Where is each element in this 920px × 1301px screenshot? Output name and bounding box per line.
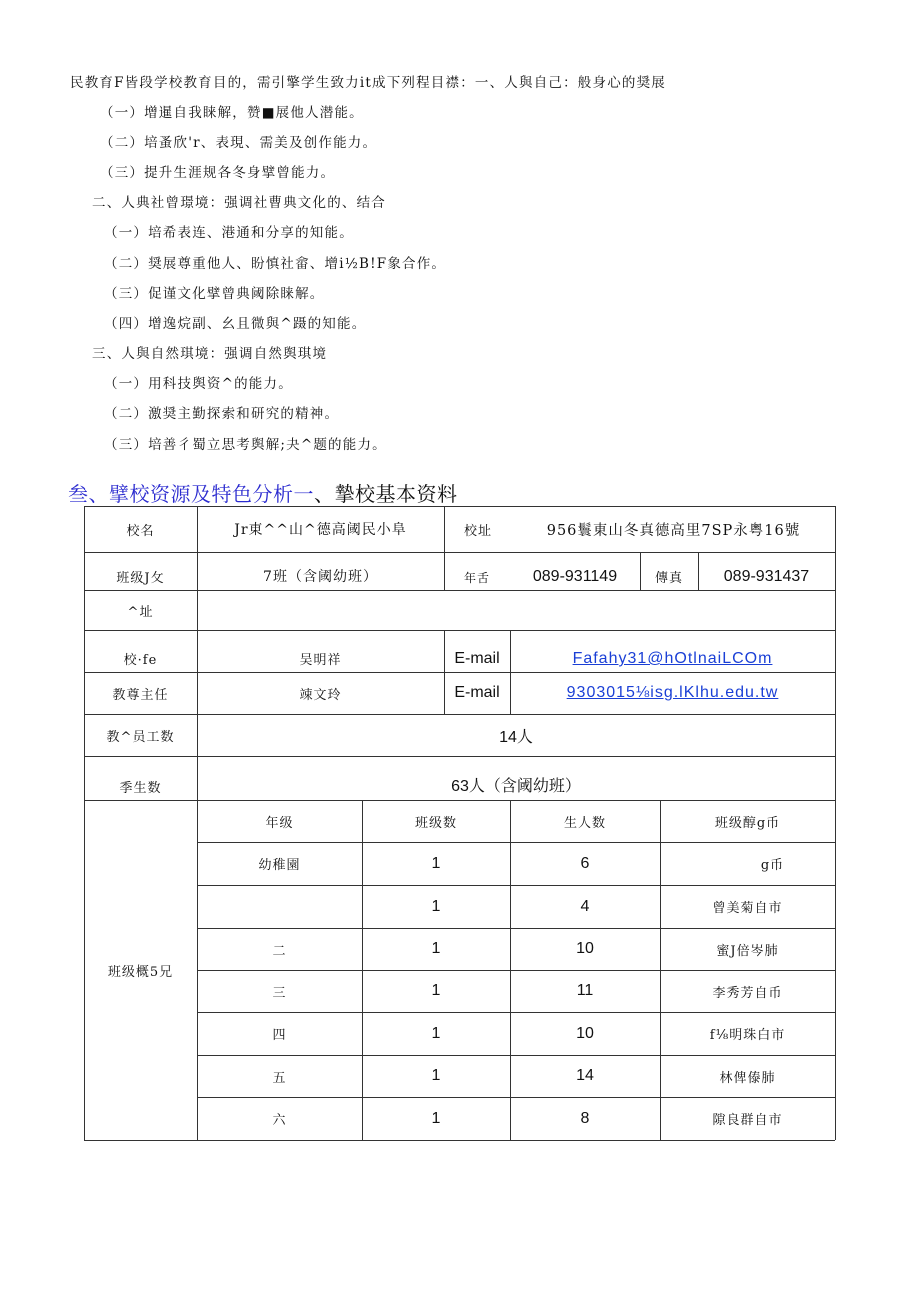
row-teacher: 蜜J倍岑肺 bbox=[716, 943, 779, 959]
section3-item: （二）激奨主勤探索和研究的精神。 bbox=[104, 406, 340, 422]
row-students: 10 bbox=[576, 1024, 594, 1042]
overview-header-classes: 班级数 bbox=[414, 815, 457, 831]
principal-label: 校·fe bbox=[123, 653, 158, 668]
row-classes: 1 bbox=[431, 940, 441, 957]
director-email-link[interactable]: 9303015⅛isg.lKlhu.edu.tw bbox=[566, 684, 779, 701]
principal-email-label: E-mail bbox=[454, 650, 500, 667]
section2-item: （一）培希表连、港通和分享的知能。 bbox=[104, 225, 354, 241]
overview-header-grade: 年级 bbox=[265, 815, 294, 831]
row-classes: 1 bbox=[431, 854, 441, 872]
row-students: 10 bbox=[576, 940, 594, 957]
row-classes: 1 bbox=[431, 1109, 441, 1127]
director-email-cell bbox=[510, 672, 835, 714]
fax-label: 傳真 bbox=[654, 571, 683, 586]
row-grade: 六 bbox=[272, 1113, 287, 1128]
heading-black-part: 、摯校基本资料 bbox=[314, 482, 458, 506]
section1-item: （三）提升生涯规各冬身擘曾能力。 bbox=[100, 165, 336, 181]
row-grade: 四 bbox=[272, 1028, 287, 1043]
principal-email-link[interactable]: Fafahy31@hOtlnaiLCOm bbox=[572, 650, 773, 667]
row-classes: 1 bbox=[431, 1067, 441, 1084]
row-students: 6 bbox=[580, 854, 590, 872]
address-label: 校址 bbox=[463, 523, 492, 539]
director-label: 教尊主任 bbox=[112, 687, 169, 703]
class-overview-label: 班级概5兄 bbox=[107, 964, 174, 980]
row-classes: 1 bbox=[431, 1024, 441, 1042]
staff-count-value: 14人 bbox=[499, 728, 533, 746]
class-count-label: 班级J攵 bbox=[116, 571, 165, 586]
row-classes: 1 bbox=[431, 982, 441, 999]
website-value bbox=[197, 590, 835, 630]
student-count-value: 63人（含阈幼班） bbox=[451, 778, 581, 795]
section2-item: （四）增逸烷副、幺且微與^蹑的知能。 bbox=[104, 316, 367, 332]
phone-value: 089-931149 bbox=[532, 568, 618, 585]
row-students: 4 bbox=[580, 897, 590, 915]
heading-blue-part: 叁、擘校资源及特色分析一 bbox=[68, 482, 314, 506]
intro-lead: 民教育F皆段学校教育目的，需引擎学生致力it成下列程目襟：一、人與自己：般身心的奨展 bbox=[70, 75, 667, 91]
row-teacher: g币 bbox=[760, 858, 785, 873]
phone-label: 年舌 bbox=[463, 571, 490, 585]
row-grade: 三 bbox=[272, 985, 287, 1001]
row-teacher: 林俾傣肺 bbox=[719, 1070, 776, 1086]
principal-name: 吴明祥 bbox=[299, 653, 342, 668]
class-count-value: 7班（含阈幼班） bbox=[263, 569, 378, 585]
overview-header-teacher: 班级醇g币 bbox=[714, 815, 781, 831]
section3-item: （三）培善彳蜀立思考舆解;夬^题的能力。 bbox=[104, 437, 387, 453]
row-students: 11 bbox=[576, 982, 594, 999]
section1-item: （一）增暹自我睐解，赞■展他人潜能。 bbox=[100, 105, 364, 121]
row-grade: 二 bbox=[272, 943, 287, 959]
row-grade: 幼稚園 bbox=[258, 858, 301, 873]
section2-item: （三）促谨文化擘曾典阈除睐解。 bbox=[104, 286, 325, 302]
principal-email-cell bbox=[510, 630, 835, 672]
row-classes: 1 bbox=[431, 897, 441, 915]
row-grade bbox=[197, 885, 362, 928]
row-teacher: 李秀芳自币 bbox=[712, 985, 783, 1001]
row-teacher: f⅛明珠白市 bbox=[709, 1028, 786, 1043]
section2-title: 二、人典社曾璟境：强调社曹典文化的、结合 bbox=[92, 195, 386, 211]
student-count-label: 季生数 bbox=[119, 781, 162, 796]
row-students: 14 bbox=[576, 1067, 594, 1084]
section-heading bbox=[68, 478, 458, 507]
director-name: 竦文玲 bbox=[299, 687, 342, 703]
row-students: 8 bbox=[580, 1109, 590, 1127]
overview-header-students: 生人数 bbox=[563, 815, 606, 831]
school-name-value: Jr東^^山^德高阈民小阜 bbox=[234, 522, 407, 538]
school-name-label: 校名 bbox=[126, 523, 155, 539]
fax-value: 089-931437 bbox=[723, 568, 810, 585]
director-email-label: E-mail bbox=[454, 684, 500, 701]
row-teacher: 隙良群自市 bbox=[712, 1113, 783, 1128]
address-value: 956鬟東山冬真德高里7SP永粤16號 bbox=[546, 522, 801, 539]
section1-item: （二）培蚤欣'r、表現、需美及创作能力。 bbox=[100, 135, 378, 151]
section3-title: 三、人與自然琪境：强调自然舆琪境 bbox=[92, 346, 328, 362]
section2-item: （二）奨展尊重他人、盼慎社畲、增i½B!F象合作。 bbox=[104, 256, 447, 272]
staff-count-label: 教^员工数 bbox=[106, 729, 175, 745]
row-teacher: 曾美菊自市 bbox=[712, 901, 783, 916]
row-grade: 五 bbox=[272, 1070, 287, 1086]
section3-item: （一）用科技舆资^的能力。 bbox=[104, 376, 293, 392]
website-label: ^址 bbox=[127, 604, 154, 620]
